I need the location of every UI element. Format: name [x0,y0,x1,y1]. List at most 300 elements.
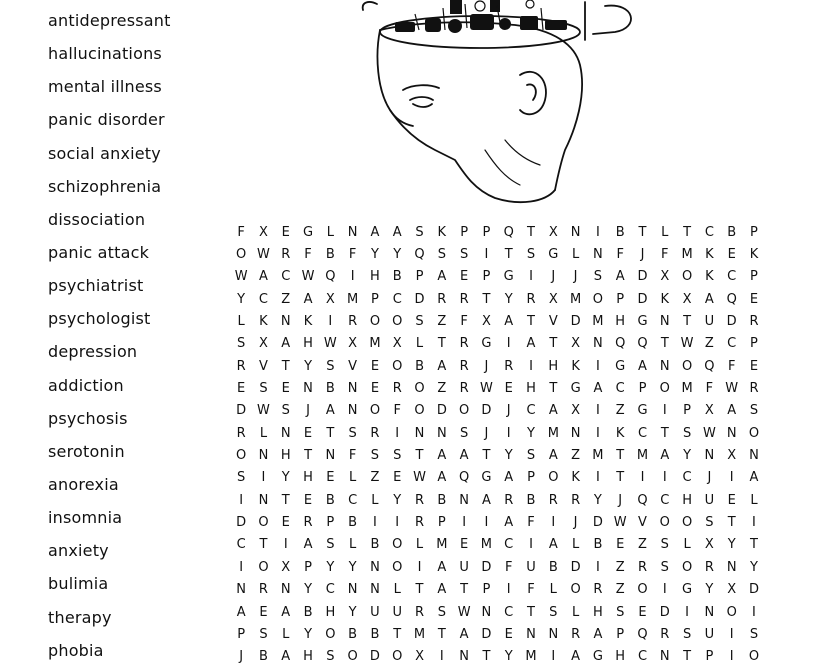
grid-letter[interactable]: S [326,537,335,553]
grid-letter[interactable]: Y [705,582,714,598]
word-search-grid[interactable] [230,221,770,668]
grid-letter[interactable]: Y [348,559,357,575]
grid-letter[interactable]: Y [393,492,402,508]
grid-letter[interactable]: I [551,649,556,665]
grid-letter[interactable]: E [727,492,736,508]
grid-letter[interactable]: A [749,470,759,486]
grid-letter[interactable]: I [395,515,400,531]
grid-letter[interactable]: W [257,403,270,419]
grid-letter[interactable]: A [325,403,335,419]
grid-letter[interactable]: P [304,559,312,575]
grid-letter[interactable]: O [659,515,670,531]
grid-letter[interactable]: R [459,336,469,352]
grid-letter[interactable]: T [683,314,692,330]
grid-letter[interactable]: T [750,537,758,553]
grid-letter[interactable]: L [415,336,424,352]
grid-letter[interactable]: N [414,425,425,441]
grid-letter[interactable]: Z [437,314,447,330]
grid-letter[interactable]: Z [704,336,714,352]
grid-letter[interactable]: V [258,358,268,374]
grid-letter[interactable]: R [459,291,469,307]
grid-letter[interactable]: Y [393,247,402,263]
grid-letter[interactable]: Z [615,559,625,575]
grid-letter[interactable]: B [727,224,737,240]
grid-letter[interactable]: M [436,537,448,553]
grid-letter[interactable]: P [437,515,446,531]
grid-letter[interactable]: L [371,492,379,508]
grid-letter[interactable]: F [727,358,736,374]
grid-letter[interactable]: H [682,492,692,508]
grid-letter[interactable]: X [727,582,737,598]
grid-letter[interactable]: S [415,314,424,330]
grid-letter[interactable]: S [326,649,335,665]
grid-letter[interactable]: G [682,582,693,598]
grid-letter[interactable]: E [281,381,290,397]
grid-letter[interactable]: O [392,649,403,665]
grid-letter[interactable]: Z [370,470,380,486]
grid-letter[interactable]: T [660,336,669,352]
grid-letter[interactable]: K [749,247,759,263]
grid-letter[interactable]: T [727,515,736,531]
grid-letter[interactable]: Y [527,425,535,441]
grid-letter[interactable]: R [504,492,514,508]
grid-letter[interactable]: V [548,314,558,330]
grid-letter[interactable]: G [637,314,648,330]
grid-letter[interactable]: N [481,604,492,620]
grid-letter[interactable]: A [548,448,558,464]
grid-letter[interactable]: X [392,336,402,352]
grid-letter[interactable]: R [415,604,425,620]
grid-letter[interactable]: M [681,247,693,263]
grid-letter[interactable]: F [348,247,357,263]
grid-letter[interactable]: K [571,470,580,486]
grid-letter[interactable]: A [281,604,291,620]
grid-letter[interactable]: R [415,515,425,531]
grid-letter[interactable]: I [551,515,556,531]
grid-letter[interactable]: I [239,559,244,575]
grid-letter[interactable]: X [481,314,491,330]
grid-letter[interactable]: L [415,537,424,553]
grid-letter[interactable]: U [704,626,715,642]
grid-letter[interactable]: B [370,537,380,553]
grid-letter[interactable]: T [638,224,647,240]
grid-letter[interactable]: L [259,425,268,441]
grid-letter[interactable]: R [303,515,313,531]
grid-letter[interactable]: J [239,649,244,665]
grid-letter[interactable]: A [303,291,313,307]
grid-letter[interactable]: B [325,492,335,508]
grid-letter[interactable]: L [683,537,691,553]
grid-letter[interactable]: B [325,247,335,263]
grid-letter[interactable]: O [347,649,358,665]
grid-letter[interactable]: R [660,626,670,642]
grid-letter[interactable]: G [637,403,648,419]
grid-letter[interactable]: L [393,582,401,598]
grid-letter[interactable]: T [549,381,558,397]
grid-letter[interactable]: S [437,604,446,620]
grid-letter[interactable]: L [349,470,357,486]
grid-letter[interactable]: B [548,559,558,575]
grid-letter[interactable]: H [615,314,626,330]
grid-letter[interactable]: A [437,470,447,486]
grid-letter[interactable]: E [460,269,469,285]
grid-letter[interactable]: O [236,448,247,464]
grid-letter[interactable]: I [729,626,734,642]
grid-letter[interactable]: Y [504,649,513,665]
grid-letter[interactable]: N [659,649,670,665]
grid-letter[interactable]: X [704,403,714,419]
grid-letter[interactable]: S [326,358,335,374]
grid-letter[interactable]: P [616,626,625,642]
grid-letter[interactable]: M [480,537,493,553]
grid-letter[interactable]: R [392,381,402,397]
grid-letter[interactable]: R [258,582,268,598]
grid-letter[interactable]: N [704,448,715,464]
grid-letter[interactable]: C [727,336,737,352]
grid-letter[interactable]: U [370,604,380,620]
grid-letter[interactable]: K [615,425,625,441]
grid-letter[interactable]: X [258,224,268,240]
grid-letter[interactable]: Z [638,537,647,553]
grid-letter[interactable]: A [281,336,291,352]
grid-letter[interactable]: O [681,559,693,575]
grid-letter[interactable]: A [615,269,625,285]
grid-letter[interactable]: H [303,470,313,486]
grid-letter[interactable]: C [281,269,291,285]
grid-letter[interactable]: B [415,358,424,374]
grid-letter[interactable]: S [281,403,290,419]
grid-letter[interactable]: D [436,403,447,419]
grid-letter[interactable]: C [504,604,514,620]
grid-letter[interactable]: R [348,314,358,330]
grid-letter[interactable]: A [437,358,447,374]
grid-letter[interactable]: A [548,403,558,419]
grid-letter[interactable]: L [349,537,357,553]
grid-letter[interactable]: P [750,336,758,352]
grid-letter[interactable]: E [259,604,268,620]
grid-letter[interactable]: N [258,492,269,508]
grid-letter[interactable]: N [347,381,358,397]
grid-letter[interactable]: C [348,492,358,508]
grid-letter[interactable]: S [259,626,268,642]
grid-letter[interactable]: S [459,425,469,441]
grid-letter[interactable]: A [704,291,714,307]
grid-letter[interactable]: F [237,224,245,240]
grid-letter[interactable]: K [571,358,580,374]
grid-letter[interactable]: F [348,448,357,464]
grid-letter[interactable]: S [705,515,714,531]
grid-letter[interactable]: Q [637,492,648,508]
grid-letter[interactable]: Y [504,448,513,464]
grid-letter[interactable]: L [750,492,758,508]
grid-letter[interactable]: T [504,247,513,263]
grid-letter[interactable]: R [459,358,469,374]
grid-letter[interactable]: R [571,492,581,508]
grid-letter[interactable]: G [548,247,559,263]
grid-letter[interactable]: T [326,425,335,441]
grid-letter[interactable]: I [529,537,533,553]
grid-letter[interactable]: I [328,314,333,330]
grid-letter[interactable]: A [504,470,514,486]
grid-letter[interactable]: F [705,381,714,397]
grid-letter[interactable]: B [392,269,402,285]
grid-letter[interactable]: M [369,336,381,352]
grid-letter[interactable]: T [616,448,625,464]
grid-letter[interactable]: N [570,425,581,441]
grid-letter[interactable]: W [323,336,337,352]
grid-letter[interactable]: M [347,291,359,307]
grid-letter[interactable]: A [504,515,514,531]
grid-letter[interactable]: S [415,224,424,240]
grid-letter[interactable]: I [685,604,689,620]
grid-letter[interactable]: D [236,515,247,531]
grid-letter[interactable]: C [236,537,246,553]
grid-letter[interactable]: O [369,403,381,419]
grid-letter[interactable]: A [481,492,491,508]
grid-letter[interactable]: B [303,604,313,620]
grid-letter[interactable]: T [259,537,268,553]
grid-letter[interactable]: V [348,358,358,374]
grid-letter[interactable]: I [529,269,533,285]
grid-letter[interactable]: W [479,381,493,397]
grid-letter[interactable]: E [370,358,380,374]
grid-letter[interactable]: D [369,649,380,665]
grid-letter[interactable]: R [281,247,291,263]
grid-letter[interactable]: T [393,626,402,642]
grid-letter[interactable]: I [395,425,400,441]
grid-letter[interactable]: O [258,559,269,575]
grid-letter[interactable]: Q [503,224,514,240]
grid-letter[interactable]: Q [325,269,336,285]
grid-letter[interactable]: N [659,358,670,374]
grid-letter[interactable]: A [548,537,558,553]
grid-letter[interactable]: A [437,582,447,598]
grid-letter[interactable]: Q [414,247,425,263]
grid-letter[interactable]: O [659,381,670,397]
grid-letter[interactable]: O [392,358,403,374]
grid-letter[interactable]: I [239,492,244,508]
grid-letter[interactable]: B [615,224,625,240]
grid-letter[interactable]: I [595,425,600,441]
grid-letter[interactable]: D [748,582,759,598]
grid-letter[interactable]: N [726,559,737,575]
grid-letter[interactable]: D [570,559,581,575]
grid-letter[interactable]: O [681,515,693,531]
grid-letter[interactable]: A [504,314,514,330]
grid-letter[interactable]: O [392,537,403,553]
grid-letter[interactable]: T [482,649,491,665]
grid-letter[interactable]: J [484,425,489,441]
grid-letter[interactable]: B [348,515,358,531]
grid-letter[interactable]: I [373,515,377,531]
grid-letter[interactable]: O [414,403,425,419]
grid-letter[interactable]: X [548,291,558,307]
grid-letter[interactable]: D [570,314,581,330]
grid-letter[interactable]: I [752,604,756,620]
grid-letter[interactable]: E [504,381,513,397]
grid-letter[interactable]: U [459,559,469,575]
grid-letter[interactable]: S [259,381,268,397]
grid-letter[interactable]: O [748,649,760,665]
grid-letter[interactable]: F [661,247,669,263]
grid-letter[interactable]: W [234,269,248,285]
grid-letter[interactable]: A [660,448,670,464]
grid-letter[interactable]: Y [237,291,246,307]
grid-letter[interactable]: A [571,649,581,665]
grid-letter[interactable]: S [749,403,759,419]
grid-letter[interactable]: L [571,537,580,553]
grid-letter[interactable]: B [370,626,380,642]
grid-letter[interactable]: A [437,559,447,575]
grid-letter[interactable]: N [526,626,536,642]
grid-letter[interactable]: S [616,604,625,620]
grid-letter[interactable]: E [504,626,513,642]
grid-letter[interactable]: Z [615,582,625,598]
grid-letter[interactable]: P [371,291,379,307]
grid-letter[interactable]: D [481,403,492,419]
grid-letter[interactable]: A [437,448,447,464]
grid-letter[interactable]: R [548,492,558,508]
grid-letter[interactable]: A [593,381,603,397]
grid-letter[interactable]: R [593,582,603,598]
grid-letter[interactable]: T [683,224,692,240]
grid-letter[interactable]: Y [593,492,602,508]
grid-letter[interactable]: G [481,336,492,352]
grid-letter[interactable]: Y [281,470,290,486]
grid-letter[interactable]: N [347,403,358,419]
grid-letter[interactable]: Z [437,381,447,397]
grid-letter[interactable]: D [414,291,425,307]
grid-letter[interactable]: H [280,448,291,464]
grid-letter[interactable]: D [637,269,648,285]
grid-letter[interactable]: F [527,582,535,598]
grid-letter[interactable]: F [616,247,624,263]
grid-letter[interactable]: P [750,269,758,285]
grid-letter[interactable]: B [593,537,603,553]
grid-letter[interactable]: I [529,358,533,374]
grid-letter[interactable]: T [437,626,446,642]
grid-letter[interactable]: F [527,515,535,531]
grid-letter[interactable]: P [527,470,535,486]
grid-letter[interactable]: G [592,649,603,665]
grid-letter[interactable]: E [303,425,313,441]
grid-letter[interactable]: R [437,291,447,307]
grid-letter[interactable]: H [548,358,559,374]
grid-letter[interactable]: S [682,425,692,441]
grid-letter[interactable]: A [526,336,536,352]
grid-letter[interactable]: O [726,604,737,620]
grid-letter[interactable]: T [527,314,535,330]
grid-letter[interactable]: T [437,336,446,352]
grid-letter[interactable]: R [637,559,648,575]
grid-letter[interactable]: L [237,314,245,330]
grid-letter[interactable]: S [526,448,536,464]
grid-letter[interactable]: S [348,425,357,441]
grid-letter[interactable]: Z [281,291,291,307]
grid-letter[interactable]: O [369,314,381,330]
grid-letter[interactable]: C [258,291,268,307]
grid-letter[interactable]: T [281,358,290,374]
grid-letter[interactable]: S [237,470,246,486]
grid-letter[interactable]: S [459,247,469,263]
grid-letter[interactable]: K [660,291,670,307]
grid-letter[interactable]: S [237,336,246,352]
grid-letter[interactable]: S [393,448,402,464]
grid-letter[interactable]: A [303,537,313,553]
grid-letter[interactable]: C [704,224,714,240]
grid-letter[interactable]: C [660,492,670,508]
grid-letter[interactable]: X [704,537,714,553]
grid-letter[interactable]: W [257,247,270,263]
grid-letter[interactable]: Q [615,336,626,352]
grid-letter[interactable]: C [325,582,335,598]
grid-letter[interactable]: J [306,403,310,419]
grid-letter[interactable]: L [549,582,557,598]
grid-letter[interactable]: B [348,626,358,642]
grid-letter[interactable]: T [527,224,535,240]
grid-letter[interactable]: C [526,403,536,419]
grid-letter[interactable]: G [503,269,514,285]
grid-letter[interactable]: P [237,626,246,642]
grid-letter[interactable]: Z [571,448,581,464]
grid-letter[interactable]: X [660,269,670,285]
grid-letter[interactable]: X [682,291,692,307]
grid-letter[interactable]: R [504,358,514,374]
grid-letter[interactable]: C [504,537,514,553]
grid-letter[interactable]: S [660,537,669,553]
grid-letter[interactable]: M [547,425,559,441]
grid-letter[interactable]: H [303,649,313,665]
grid-letter[interactable]: A [638,358,647,374]
grid-letter[interactable]: Y [326,559,335,575]
grid-letter[interactable]: E [638,604,647,620]
grid-letter[interactable]: S [682,626,692,642]
grid-letter[interactable]: H [615,649,626,665]
grid-letter[interactable]: N [749,448,759,464]
grid-letter[interactable]: R [749,314,759,330]
grid-letter[interactable]: H [325,604,336,620]
grid-letter[interactable]: N [280,314,291,330]
grid-letter[interactable]: O [258,515,269,531]
grid-letter[interactable]: I [595,403,600,419]
grid-letter[interactable]: U [704,492,715,508]
grid-letter[interactable]: S [660,559,669,575]
grid-letter[interactable]: E [727,247,736,263]
grid-letter[interactable]: E [281,515,290,531]
grid-letter[interactable]: N [570,224,581,240]
grid-letter[interactable]: I [595,559,600,575]
grid-letter[interactable]: N [726,425,737,441]
grid-letter[interactable]: E [616,537,625,553]
grid-letter[interactable]: I [506,582,511,598]
grid-letter[interactable]: N [347,582,358,598]
grid-letter[interactable]: J [506,403,511,419]
grid-letter[interactable]: N [704,604,715,620]
grid-letter[interactable]: U [526,559,536,575]
grid-letter[interactable]: S [593,269,603,285]
grid-letter[interactable]: N [347,224,358,240]
grid-letter[interactable]: T [616,470,625,486]
grid-letter[interactable]: Y [348,604,357,620]
grid-letter[interactable]: E [303,492,313,508]
grid-letter[interactable]: T [660,425,669,441]
grid-letter[interactable]: N [593,247,603,263]
grid-letter[interactable]: Z [615,403,625,419]
grid-letter[interactable]: K [303,314,313,330]
grid-letter[interactable]: X [415,649,424,665]
grid-letter[interactable]: L [282,626,290,642]
grid-letter[interactable]: P [482,582,491,598]
